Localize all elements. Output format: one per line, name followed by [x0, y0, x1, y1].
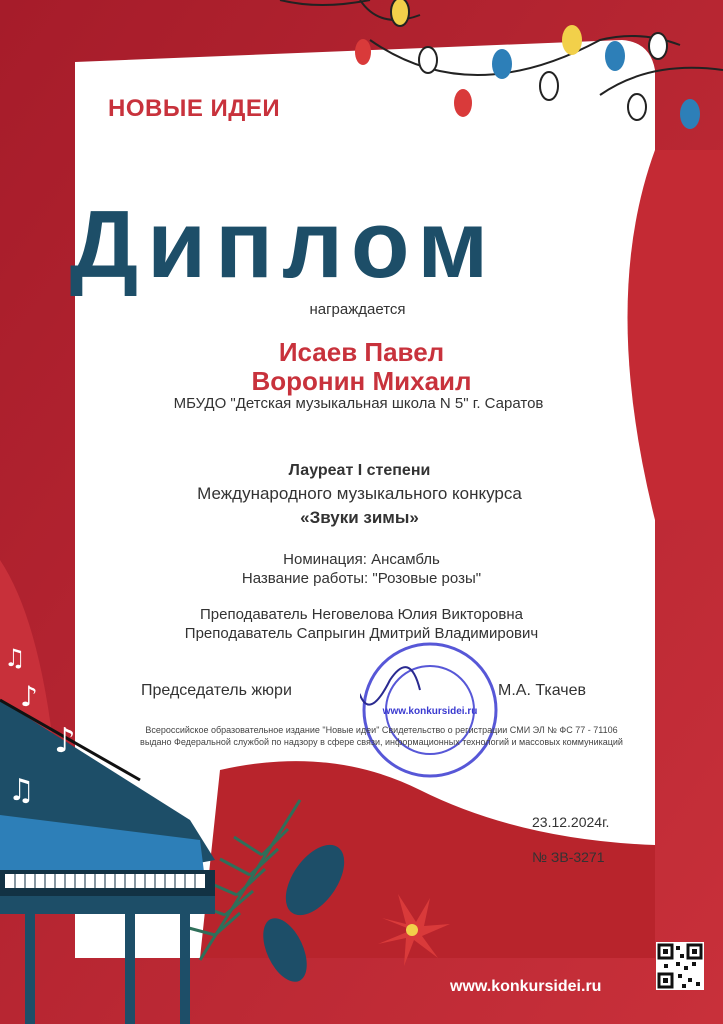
brand-logo-text: НОВЫЕ ИДЕИ [108, 95, 281, 122]
work-title: Название работы: "Розовые розы" [241, 570, 482, 587]
official-stamp [360, 640, 500, 780]
issue-date: 23.12.2024г. [532, 814, 610, 830]
svg-text:♪: ♪ [54, 721, 76, 761]
teacher-line: Преподаватель Сапрыгин Дмитрий Владимирович [184, 625, 539, 642]
award-place: Лауреат I степени [288, 462, 431, 479]
school-name: МБУДО "Детская музыкальная школа N 5" г. Саратов [173, 395, 544, 412]
awarded-label: награждается [309, 301, 406, 318]
nomination: Номинация: Ансамбль [283, 551, 440, 568]
jury-chairman-label: Председатель жюри [141, 682, 292, 699]
svg-text:♪: ♪ [20, 680, 38, 713]
jury-chairman-name: М.А. Ткачев [498, 682, 587, 699]
registration-text: выдано Федеральной службой по надзору в сфере связи, информационных технологий и массовых коммуникаций [140, 737, 623, 747]
registration-text: Всероссийское образовательное издание "Новые идеи" Свидетельство о регистрации СМИ ЭЛ № ФС 77 - 71106 [145, 725, 618, 735]
contest-name: «Звуки зимы» [300, 508, 419, 527]
svg-text:♫: ♫ [4, 644, 26, 672]
recipient-name: Исаев Павел [278, 337, 445, 367]
diploma-number: № ЗВ-3271 [532, 849, 605, 865]
qr-code-icon [656, 942, 704, 990]
recipient-name: Воронин Михаил [251, 366, 472, 396]
diploma-title: Диплом [69, 191, 498, 298]
contest-description: Международного музыкального конкурса [197, 484, 522, 503]
stamp-text: www.konkursidei.ru [382, 706, 478, 717]
teacher-line: Преподаватель Неговелова Юлия Викторовна [199, 606, 523, 623]
svg-text:♫: ♫ [8, 773, 35, 808]
website-link[interactable]: www.konkursidei.ru [450, 978, 602, 995]
